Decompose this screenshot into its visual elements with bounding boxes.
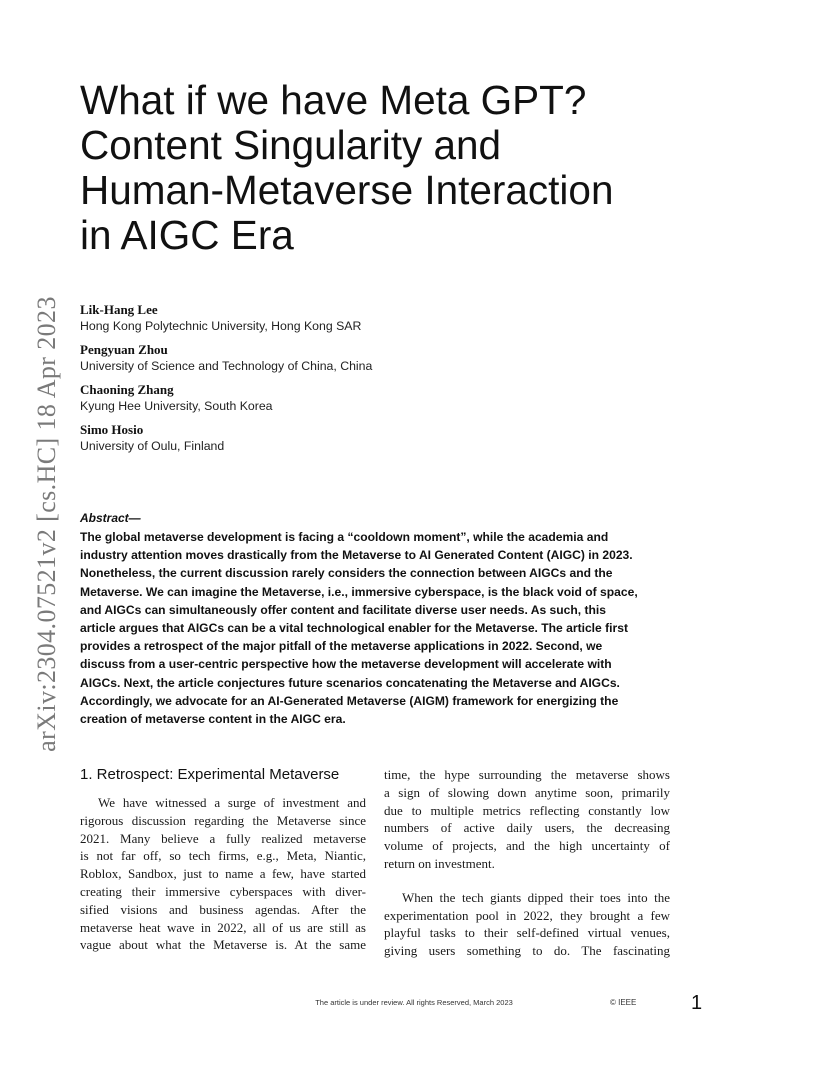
arxiv-identifier-stamp: arXiv:2304.07521v2 [cs.HC] 18 Apr 2023: [32, 296, 61, 752]
body-line: time, the hype surrounding the metaverse shows: [384, 767, 670, 782]
abstract-line: creation of metaverse content in the AIGC era.: [80, 712, 346, 727]
paper-title: [80, 78, 720, 258]
title-line: in AIGC Era: [80, 212, 294, 258]
abstract-line: The global metaverse development is facing a “cooldown moment”, while the academia and: [80, 530, 609, 544]
body-line: rigorous discussion regarding the Metaverse since: [80, 812, 366, 828]
body-line: return on investment.: [384, 855, 495, 871]
author-entry: [80, 302, 680, 334]
body-line: playful tasks to their self-defined virtual venues,: [384, 925, 670, 941]
body-line: experimentation pool in 2022, they brought a few: [384, 907, 670, 923]
abstract-text: [80, 528, 670, 728]
body-line: creating their immersive cyberspaces with diver-: [80, 883, 366, 899]
footer-copyright: © IEEE: [610, 998, 637, 1007]
body-line: When the tech giants dipped their toes into the: [402, 889, 670, 905]
body-line: giving users something to do. The fascinating: [384, 943, 670, 959]
author-entry: [80, 342, 680, 374]
body-line: 2021. Many believe a fully realized metaverse: [80, 830, 366, 846]
paragraph-gap: [384, 873, 670, 889]
author-affiliation: Kyung Hee University, South Korea: [80, 399, 273, 413]
page-number: 1: [691, 992, 703, 1014]
author-list: [80, 302, 680, 462]
body-column-right: [384, 766, 670, 960]
author-affiliation: University of Oulu, Finland: [80, 439, 225, 453]
abstract-line: provides a retrospect of the major pitfall of the metaverse applications in 2022. Second, we: [80, 639, 603, 654]
abstract-line: article argues that AIGCs can be a vital technological enabler for the Metaverse. The article first: [80, 621, 628, 636]
author-name: Simo Hosio: [80, 422, 144, 437]
body-line: volume of projects, and the high uncertainty of: [384, 838, 670, 854]
body-line: sified visions and business agendas. After the: [80, 901, 366, 917]
author-entry: [80, 422, 680, 454]
body-line: is not far off, so tech firms, e.g., Meta, Niantic,: [80, 848, 366, 864]
abstract-line: industry attention moves drastically from the Metaverse to AI Generated Content (AIGC) in 2023.: [80, 548, 633, 563]
title-line: Human-Metaverse Interaction: [80, 167, 614, 213]
abstract-label: Abstract—: [80, 511, 141, 525]
body-line: numbers of active daily users, the decreasing: [384, 820, 670, 836]
abstract-line: Nonetheless, the current discussion rarely considers the connection between AIGCs and the: [80, 566, 613, 581]
body-line: vague about what the Metaverse is. At the same: [80, 937, 366, 953]
author-entry: [80, 382, 680, 414]
body-column-left: [80, 766, 366, 954]
body-line: due to multiple metrics reflecting constantly low: [384, 802, 670, 818]
title-line: What if we have Meta GPT?: [80, 77, 587, 123]
footer-review-note: The article is under review. All rights Reserved, March 2023: [315, 998, 513, 1007]
author-affiliation: Hong Kong Polytechnic University, Hong Kong SAR: [80, 319, 362, 333]
abstract-line: discuss from a user-centric perspective how the metaverse development will accelerate with: [80, 657, 612, 672]
abstract-line: Accordingly, we advocate for an AI-Generated Metaverse (AIGM) framework for energizing the: [80, 693, 619, 708]
abstract-line: Metaverse. We can imagine the Metaverse, i.e., immersive cyberspace, is the black void of space,: [80, 584, 638, 599]
section-heading: 1. Retrospect: Experimental Metaverse: [80, 766, 340, 783]
author-name: Pengyuan Zhou: [80, 342, 168, 357]
author-name: Lik-Hang Lee: [80, 302, 158, 317]
body-line: Roblox, Sandbox, just to name a few, have started: [80, 866, 366, 882]
body-line: a sign of slowing down anytime soon, primarily: [384, 784, 670, 800]
title-line: Content Singularity and: [80, 122, 502, 168]
author-affiliation: University of Science and Technology of China, China: [80, 359, 373, 373]
abstract-line: and AIGCs can simultaneously offer content and facilitate diverse user needs. As such, this: [80, 602, 606, 617]
abstract-line: AIGCs. Next, the article conjectures future scenarios concatenating the Metaverse and AIGCs.: [80, 675, 620, 690]
body-line: metaverse heat wave in 2022, all of us are still as: [80, 919, 366, 935]
author-name: Chaoning Zhang: [80, 382, 174, 397]
body-line: We have witnessed a surge of investment and: [98, 795, 366, 810]
